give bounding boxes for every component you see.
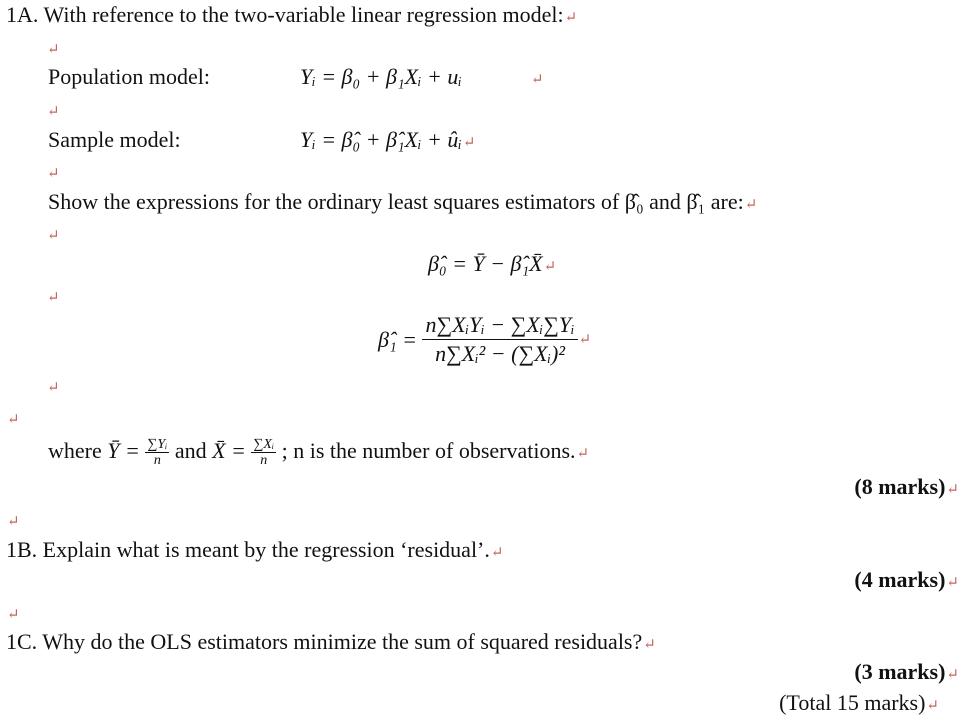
paragraph-mark-icon: ↵ — [543, 259, 557, 275]
and-word: and — [174, 438, 207, 463]
xbar-denominator: n — [260, 453, 268, 469]
question-1c — [6, 629, 656, 658]
sample-model-equation — [300, 127, 475, 156]
paragraph-mark-icon: ↵ — [578, 331, 592, 348]
total-marks — [779, 690, 939, 719]
question-1c-marks — [854, 659, 959, 688]
paragraph-mark-icon: ↵ — [531, 72, 544, 88]
paragraph-mark-icon: ↵ — [926, 698, 939, 714]
population-model-equation-text: Yᵢ = β₀ + β₁Xᵢ + uᵢ — [300, 64, 462, 89]
question-1b-text: 1B. Explain what is meant by the regression ‘residual’. — [6, 537, 490, 562]
ybar-lhs: Ȳ = — [107, 438, 140, 463]
population-model-label: Population model: — [48, 64, 210, 89]
beta0-estimator-equation — [428, 251, 556, 280]
ybar-fraction — [145, 437, 169, 468]
xbar-numerator: ∑Xᵢ — [253, 437, 275, 453]
paragraph-mark-icon: ↵ — [47, 290, 60, 306]
blank-line — [6, 599, 20, 628]
paragraph-mark-icon: ↵ — [47, 166, 60, 182]
paragraph-mark-icon: ↵ — [946, 482, 959, 498]
question-1a-heading — [6, 2, 577, 31]
paragraph-mark-icon: ↵ — [744, 197, 758, 213]
question-1c-text: 1C. Why do the OLS estimators minimize the sum of squared residuals? — [6, 629, 643, 654]
blank-line — [6, 404, 20, 433]
beta1-fraction — [422, 312, 577, 367]
paragraph-mark-icon: ↵ — [946, 575, 959, 591]
blank-line — [46, 282, 60, 311]
paragraph-mark-icon: ↵ — [946, 667, 959, 683]
where-word: where — [48, 438, 102, 463]
beta1-estimator-equation — [378, 312, 591, 367]
ybar-numerator: ∑Yᵢ — [147, 437, 168, 453]
paragraph-mark-icon: ↵ — [47, 104, 60, 120]
where-definitions-line — [48, 432, 589, 473]
show-instruction — [48, 189, 757, 218]
question-1c-marks-text: (3 marks) — [854, 659, 946, 684]
blank-line — [530, 64, 544, 93]
beta1-denominator: n∑Xᵢ² − (∑Xᵢ)² — [435, 341, 565, 366]
xbar-lhs: X̄ = — [212, 438, 246, 463]
ybar-denominator: n — [153, 453, 161, 469]
paragraph-mark-icon: ↵ — [576, 446, 590, 462]
blank-line — [46, 34, 60, 63]
paragraph-mark-icon: ↵ — [462, 135, 476, 151]
paragraph-mark-icon: ↵ — [47, 380, 60, 396]
paragraph-mark-icon: ↵ — [7, 514, 20, 530]
n-definition: ; n is the number of observations. — [281, 438, 576, 463]
blank-line — [46, 220, 60, 249]
beta1-numerator: n∑XᵢYᵢ − ∑Xᵢ∑Yᵢ — [425, 312, 575, 337]
fraction-bar — [422, 339, 577, 340]
paragraph-mark-icon: ↵ — [564, 10, 578, 26]
question-1b — [6, 537, 503, 566]
question-1b-marks-text: (4 marks) — [854, 567, 946, 592]
paragraph-mark-icon: ↵ — [47, 42, 60, 58]
blank-line — [46, 372, 60, 401]
paragraph-mark-icon: ↵ — [643, 637, 656, 653]
beta1-lhs: β̂₁ = — [378, 326, 417, 352]
xbar-fraction — [251, 437, 276, 468]
question-1a-marks-text: (8 marks) — [854, 474, 946, 499]
paragraph-mark-icon: ↵ — [47, 228, 60, 244]
question-1a-heading-text: 1A. With reference to the two-variable linear regression model: — [6, 2, 564, 27]
paragraph-mark-icon: ↵ — [7, 607, 20, 623]
total-marks-text: (Total 15 marks) — [779, 690, 926, 715]
show-instruction-text: Show the expressions for the ordinary least squares estimators of β̂₀ and β̂₁ are: — [48, 189, 744, 214]
blank-line — [46, 158, 60, 187]
paragraph-mark-icon: ↵ — [490, 545, 504, 561]
beta0-estimator-text: β̂₀ = Ȳ − β̂₁X̄ — [428, 251, 543, 276]
question-1b-marks — [854, 567, 959, 596]
question-1a-marks — [854, 474, 959, 503]
sample-model-label: Sample model: — [48, 127, 181, 152]
blank-line — [46, 96, 60, 125]
population-model-equation — [300, 64, 462, 90]
sample-model-equation-text: Yᵢ = β̂₀ + β̂₁Xᵢ + ûᵢ — [300, 127, 462, 152]
blank-line — [6, 506, 20, 535]
paragraph-mark-icon: ↵ — [7, 412, 20, 428]
